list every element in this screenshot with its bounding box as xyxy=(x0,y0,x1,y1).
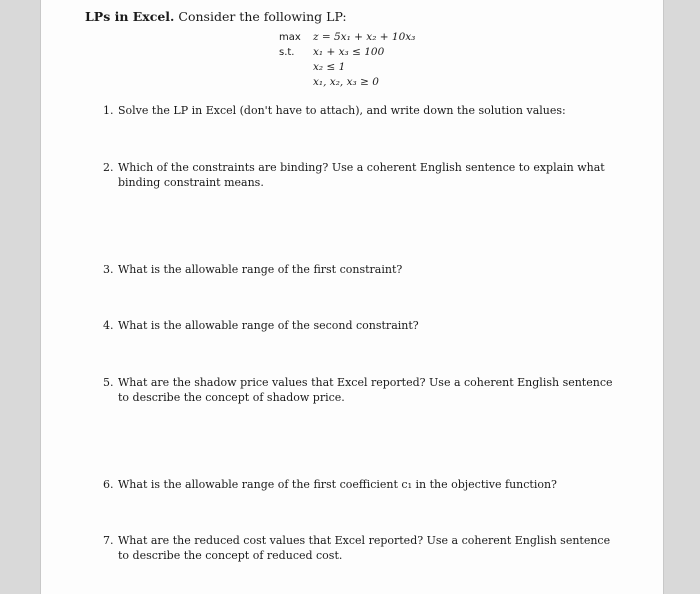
question-number: 2. xyxy=(103,161,114,174)
question-6 xyxy=(103,477,623,492)
question-text: What are the reduced cost values that Excel reported? Use a coherent English sentence to describe the concept of reduced cost. xyxy=(118,534,611,562)
question-number: 4. xyxy=(103,319,114,332)
question-1 xyxy=(103,103,623,118)
question-5 xyxy=(103,375,623,405)
question-text: What is the allowable range of the first constraint? xyxy=(118,263,403,276)
question-text: What is the allowable range of the second constraint? xyxy=(118,319,419,332)
document-page xyxy=(40,0,664,594)
question-number: 3. xyxy=(103,263,114,276)
question-number: 6. xyxy=(103,478,114,491)
question-7 xyxy=(103,533,623,563)
lp-formulation xyxy=(279,30,415,90)
question-text: Solve the LP in Excel (don't have to attach), and write down the solution values: xyxy=(118,104,566,117)
problem-header xyxy=(85,9,347,24)
constraint-2: x₂ ≤ 1 xyxy=(313,61,346,73)
objective-keyword: max xyxy=(279,32,301,43)
constraint-keyword: s.t. xyxy=(279,47,295,58)
question-4 xyxy=(103,318,623,333)
problem-intro: Consider the following LP: xyxy=(178,9,347,24)
question-number: 7. xyxy=(103,534,114,547)
question-text: Which of the constraints are binding? Use a coherent English sentence to explain what binding constraint means. xyxy=(118,161,605,189)
question-number: 1. xyxy=(103,104,114,117)
question-number: 5. xyxy=(103,376,114,389)
nonnegativity-constraint: x₁, x₂, x₃ ≥ 0 xyxy=(313,76,379,88)
objective-function: z = 5x₁ + x₂ + 10x₃ xyxy=(313,31,416,43)
problem-title: LPs in Excel. xyxy=(85,9,175,24)
constraint-1: x₁ + x₃ ≤ 100 xyxy=(313,46,385,58)
question-3 xyxy=(103,262,623,277)
question-text: What is the allowable range of the first coefficient c₁ in the objective function? xyxy=(118,478,557,491)
question-text: What are the shadow price values that Excel reported? Use a coherent English sentence to describe the concept of shadow price. xyxy=(118,376,613,404)
question-2 xyxy=(103,160,623,190)
